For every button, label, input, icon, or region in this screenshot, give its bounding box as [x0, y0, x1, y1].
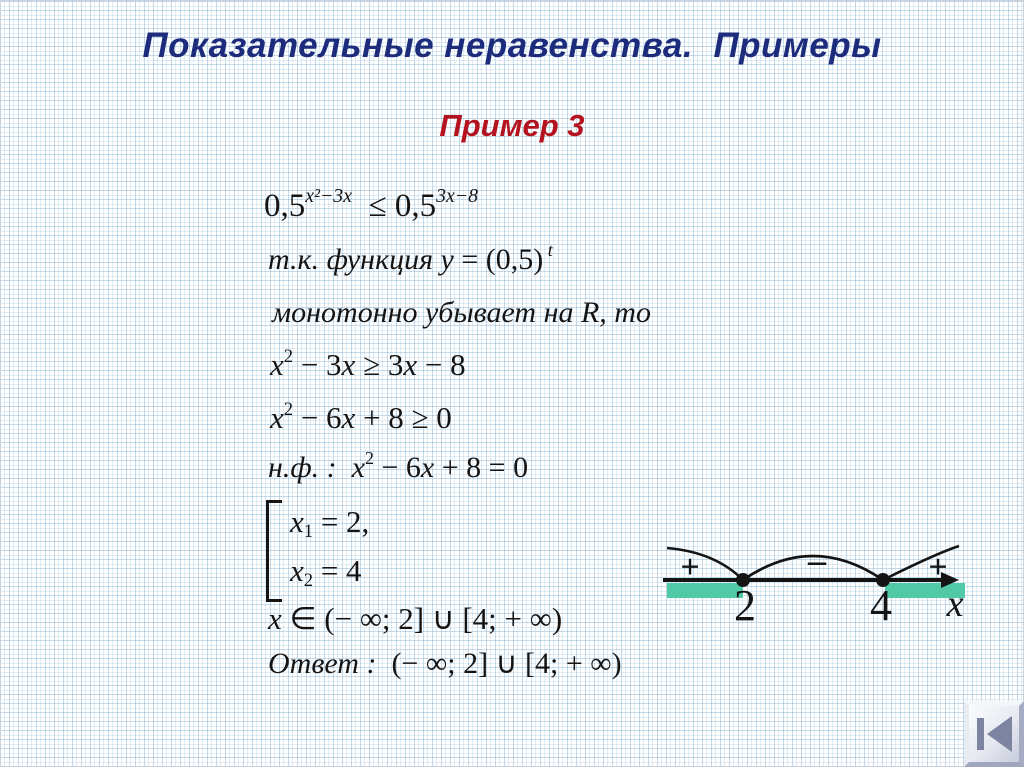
back-to-start-triangle-icon	[987, 716, 1012, 752]
back-to-start-bar-icon	[977, 718, 984, 750]
math-line-step2: $x^2 - 6x + 8 \ge 0$	[270, 398, 452, 435]
math-line-because-function: т.к. функция y = (0,5) $^t$	[268, 240, 553, 276]
system-bracket	[266, 500, 282, 602]
slide-title: Показательные неравенства. Примеры	[142, 26, 882, 65]
point-label-2: 2	[734, 581, 756, 630]
math-system-row-2: x2 = 4	[290, 553, 362, 592]
sign-minus-middle: –	[808, 540, 826, 580]
point-label-4: 4	[870, 581, 892, 630]
axis-label-x: x	[946, 583, 964, 625]
math-line-null-function: н.ф. : $x^2 - 6x + 8 = 0$	[268, 448, 529, 484]
math-system-row-1: x1 = 2,	[290, 504, 370, 543]
example-heading: Пример 3	[439, 108, 585, 143]
sign-curve-left	[667, 548, 743, 580]
math-line-monotone: монотонно убывает на R, то	[272, 296, 651, 329]
number-line-diagram	[645, 526, 975, 632]
math-line-solution-set: x ∈ (− ∞; 2] ∪ [4; + ∞)	[268, 601, 563, 636]
solution-segment-left	[667, 583, 743, 598]
math-line-step1: $x^2 - 3x \ge 3x - 8$	[270, 345, 466, 382]
back-to-first-slide-button[interactable]	[964, 701, 1024, 767]
sign-plus-right: +	[928, 549, 948, 586]
math-line-answer: Ответ : (− ∞; 2] ∪ [4; + ∞)	[268, 647, 622, 680]
sign-plus-left: +	[680, 549, 700, 586]
math-line-inequality: $0,5^{x^2-3x} \le 0,5^{3x-8}$	[264, 184, 479, 224]
